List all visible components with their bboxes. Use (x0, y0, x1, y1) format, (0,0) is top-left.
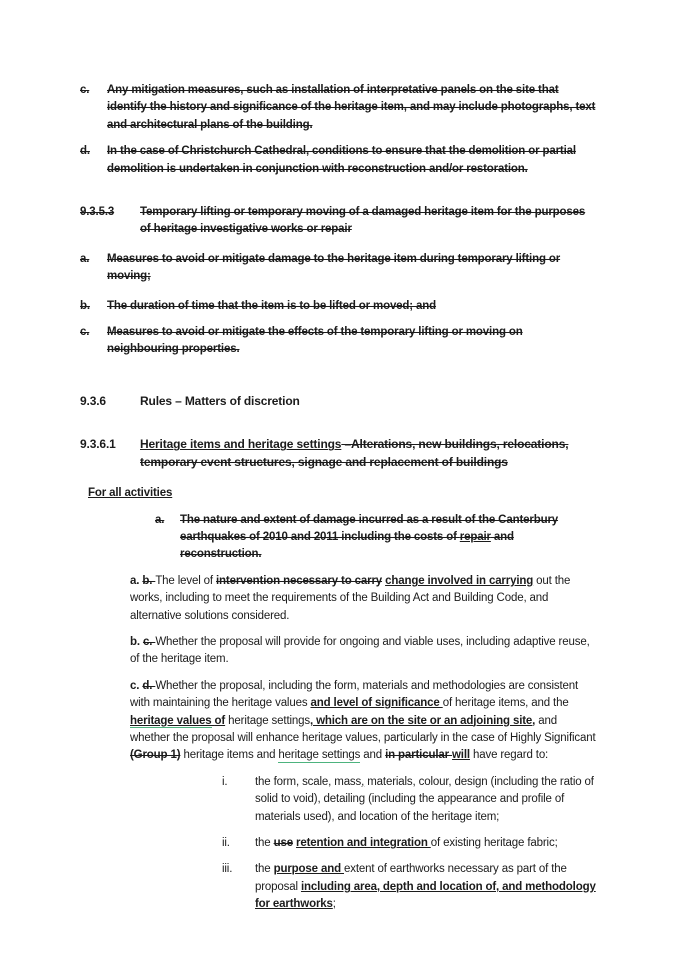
regard-item-iii (222, 861, 597, 913)
text-run: out the works, including to meet the requirements of the Building Act and Building Code, and alternative solutions considered. (130, 574, 571, 622)
list-marker: b. (80, 299, 90, 312)
text-run: heritage values (130, 714, 212, 727)
text-run: Rules – Matters of discretion (140, 393, 300, 408)
text-run: , which are on the site or an adjoining site, (310, 714, 536, 727)
text-run: For all activities (88, 487, 173, 500)
text-run: d. (142, 679, 156, 692)
list-item-text (255, 861, 597, 913)
list-marker: ii. (222, 837, 230, 849)
list-item-text (107, 298, 597, 315)
list-item-text (107, 251, 597, 286)
heading-9-3-6 (80, 393, 597, 410)
list-item-text (180, 512, 597, 564)
text-run: and reconstruction. (180, 530, 514, 561)
deleted-list-item-a (80, 251, 597, 286)
section-number: 9.3.6 (80, 393, 106, 408)
text-run: use (273, 837, 293, 849)
text-run: Measures to avoid or mitigate the effects of the temporary lifting or moving on neighbouring properties. (107, 326, 523, 356)
text-run: heritage items and (180, 749, 279, 762)
regard-item-ii (222, 835, 597, 852)
list-marker: c. (80, 326, 90, 339)
text-run: heritage settings (278, 749, 361, 762)
text-run: retention and integration (296, 837, 431, 849)
text-run: and whether the proposal will enhance heritage values, particularly in the case of Highly Significant (130, 714, 596, 744)
text-run: repair (459, 530, 491, 543)
matter-c-d-heritage-values (130, 678, 597, 765)
text-run: c. (142, 635, 156, 648)
text-run: of existing heritage fabric; (430, 837, 558, 849)
text-run: change involved in carrying (385, 574, 534, 587)
text-run: Whether the proposal will provide for ongoing and viable uses, including adaptive reuse, of the heritage item. (130, 635, 590, 666)
text-run: purpose and (273, 863, 344, 876)
deleted-matter-a (155, 512, 597, 564)
document-content (80, 82, 597, 914)
matter-a-b-level-of-change (130, 573, 597, 625)
text-run: (Group 1) (130, 749, 181, 762)
list-item-text (107, 82, 597, 134)
matter-b-c-viable-uses (130, 634, 597, 669)
deleted-list-item-d (80, 143, 597, 178)
deleted-heading-9-3-5-3 (80, 204, 597, 239)
text-run: and (360, 749, 386, 762)
text-run: –Alterations, new buildings, relocations, temporary event structures, signage and replacement of buildings (140, 437, 569, 469)
text-run: and level of significance (310, 697, 443, 710)
text-run: the form, scale, mass (255, 775, 362, 788)
text-run: Heritage items and heritage settings (140, 437, 342, 452)
list-marker: d. (80, 145, 90, 158)
text-run: including area, depth and location of, and methodology for earthworks (255, 880, 596, 911)
list-marker: iii. (222, 863, 233, 876)
heading-text (140, 393, 597, 410)
list-marker: a. (155, 513, 165, 526)
deleted-list-item-c2 (80, 324, 597, 359)
text-run: heritage settings (225, 714, 310, 727)
text-run: will (452, 749, 470, 762)
list-marker: c. (80, 84, 90, 96)
text-run: extent of earthworks necessary as part of the proposal (255, 863, 567, 893)
heading-text (140, 204, 597, 239)
text-run: The duration of time that the item is to be lifted or moved; and (107, 299, 437, 312)
section-number: 9.3.5.3 (80, 206, 115, 219)
text-run: , (361, 775, 365, 788)
list-item-text (255, 835, 597, 852)
list-item-text (107, 324, 597, 359)
text-run: intervention necessary to carry (216, 574, 383, 587)
text-run: In the case of Christchurch Cathedral, conditions to ensure that the demolition or partial demolition is undertaken in conjunction with reconstruction and/or restoration. (107, 145, 576, 175)
text-run: b. (130, 635, 143, 648)
text-run: b. (142, 574, 156, 587)
text-run: have regard to: (469, 749, 549, 762)
text-run: a. (130, 574, 143, 587)
for-all-activities-label (88, 485, 597, 502)
deleted-list-item-c (80, 82, 597, 134)
list-item-text (107, 143, 597, 178)
text-run: the (255, 837, 274, 849)
text-run: ; (332, 898, 336, 911)
regard-item-i (222, 774, 597, 826)
list-marker: i. (222, 775, 228, 788)
text-run: c. (130, 679, 143, 692)
heading-text (140, 436, 597, 471)
text-run: The level of (155, 574, 217, 587)
text-run: Any mitigation measures, such as installation of interpretative panels on the site that identify the history and significance of the heritage item, and may include photographs, text and architectural plans of the building. (107, 84, 596, 131)
deleted-list-item-b (80, 298, 597, 315)
text-run: The nature and extent of damage incurred as a result of the Canterbury earthquakes of 2010 and 2011 including the costs of (180, 513, 559, 543)
text-run: Temporary lifting or temporary moving of a damaged heritage item for the purposes of heritage investigative works or repair (140, 206, 586, 236)
list-item-text (255, 774, 597, 826)
text-run: in particular (385, 749, 453, 762)
text-run: materials, colour, design (including the ratio of solid to void), detailing (including the appearance and profile of materials used), and location of the heritage item; (255, 775, 594, 823)
list-marker: a. (80, 252, 90, 265)
text-run: of heritage items, and the (442, 697, 569, 710)
text-run: the (255, 863, 274, 876)
text-run: Whether the proposal, including the form, materials and methodologies are consistent with maintaining the heritage values (130, 679, 579, 710)
text-run: Measures to avoid or mitigate damage to the heritage item during temporary lifting or moving; (107, 252, 561, 283)
text-run: of (214, 714, 226, 727)
section-number: 9.3.6.1 (80, 437, 116, 452)
heading-9-3-6-1 (80, 436, 597, 471)
